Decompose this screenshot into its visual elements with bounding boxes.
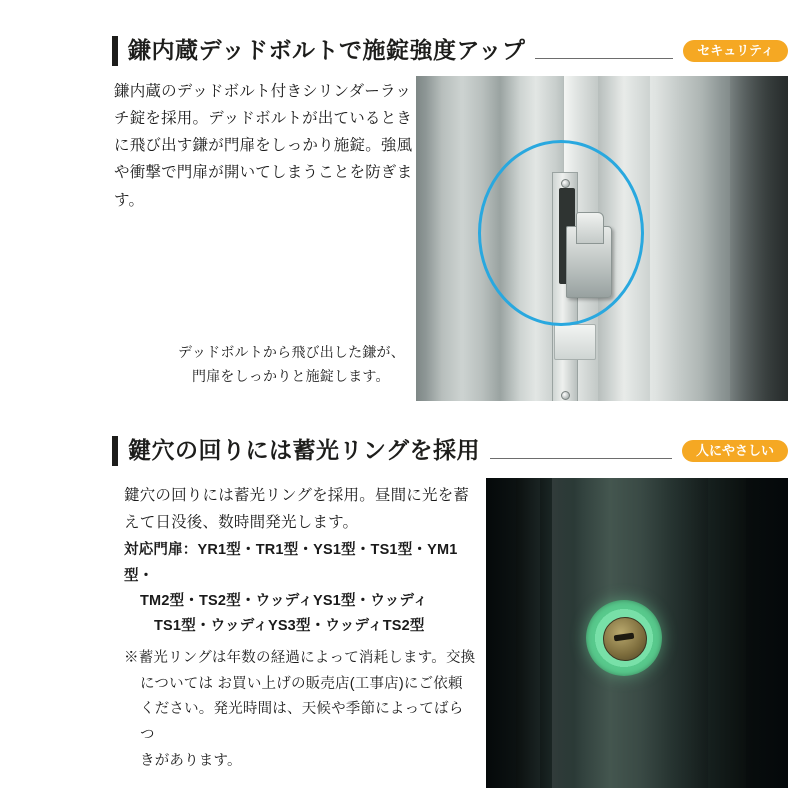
caption-line-1: デッドボルトから飛び出した鎌が、 bbox=[178, 344, 405, 360]
status-badge: セキュリティ bbox=[683, 40, 788, 62]
photo-background-right bbox=[746, 478, 788, 788]
photo-caption bbox=[178, 341, 410, 389]
footnote-line-1: ※蓄光リングは年数の経過によって消耗します。交換 bbox=[124, 649, 476, 666]
post-edge-left bbox=[516, 478, 542, 788]
screw-icon bbox=[561, 391, 570, 400]
section-heading-glow-ring bbox=[112, 436, 788, 466]
post-highlight bbox=[552, 478, 574, 788]
models-line-1: 対応門扉：YR1型・TR1型・YS1型・TS1型・YM1型・ bbox=[124, 542, 458, 584]
photo-background-left bbox=[486, 478, 518, 788]
section-body-block bbox=[124, 482, 476, 775]
section-heading-security bbox=[112, 36, 788, 66]
caption-line-2: 門扉をしっかりと施錠します。 bbox=[192, 367, 390, 384]
section-body-text: 鎌内蔵のデッドボルト付きシリンダーラッチ錠を採用。デッドボルトが出ているときに飛び出す鎌が門扉をしっかり施錠。強風や衝撃で門扉が開いてしまうことを防ぎます。 bbox=[114, 83, 413, 209]
deadbolt-lock-photo bbox=[416, 76, 788, 401]
heading-divider-line bbox=[535, 58, 673, 59]
post-edge-right bbox=[708, 478, 748, 788]
highlight-ellipse bbox=[478, 140, 644, 326]
models-line-3: TS1型・ウッディYS3型・ウッディTS2型 bbox=[154, 618, 425, 635]
section-title: 鍵穴の回りには蓄光リングを採用 bbox=[128, 437, 481, 464]
footnote-line-2: については お買い上げの販売店(工事店)にご依頼 bbox=[140, 675, 463, 692]
status-badge: 人にやさしい bbox=[682, 440, 788, 462]
footnote-line-4: きがあります。 bbox=[140, 752, 242, 769]
heading-rule-left bbox=[112, 36, 118, 66]
section-body-text: 鍵穴の回りには蓄光リングを採用。昼間に光を蓄えて日没後、数時間発光します。 bbox=[124, 487, 470, 532]
glow-ring-keyhole-photo bbox=[486, 478, 788, 788]
compatible-models-list bbox=[124, 538, 476, 640]
footnote-line-3: ください。発光時間は、天候や季節によってばらつ bbox=[140, 701, 464, 744]
heading-divider-line bbox=[490, 458, 672, 459]
photo-shadow-right bbox=[730, 76, 788, 401]
latch-body bbox=[554, 324, 596, 360]
models-line-2: TM2型・TS2型・ウッディYS1型・ウッディ bbox=[140, 593, 428, 609]
heading-rule-left bbox=[112, 436, 118, 466]
footnote bbox=[124, 646, 476, 775]
section-title: 鎌内蔵デッドボルトで施錠強度アップ bbox=[128, 37, 526, 64]
